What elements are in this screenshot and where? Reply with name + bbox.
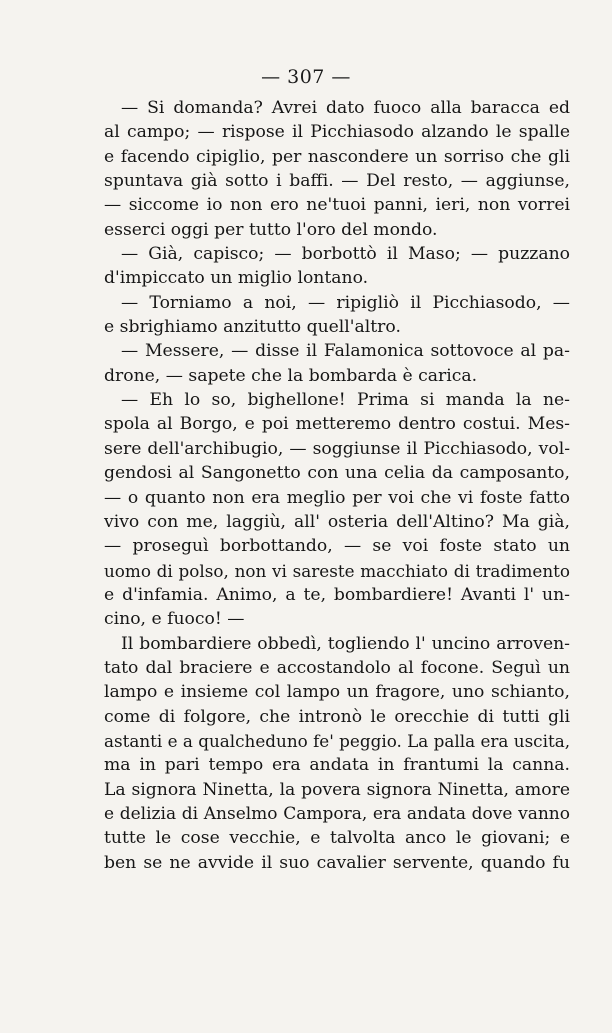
text-line: esserci oggi per tutto l'oro del mondo. — [104, 219, 438, 240]
text-line: ma in pari tempo era andata in frantumi la canna. — [104, 755, 570, 776]
text-line: Il bombardiere obbedì, togliendo l' uncino arroven- — [121, 633, 570, 654]
text-line: drone, — sapete che la bombarda è carica. — [104, 365, 478, 386]
text-line: al campo; — rispose il Picchiasodo alzando le spalle — [104, 122, 570, 143]
text-line: — Torniamo a noi, — ripigliò il Picchiasodo, — — [121, 292, 570, 313]
text-line: come di folgore, che intronò le orecchie di tutti gli — [104, 706, 570, 727]
text-line: — Si domanda? Avrei dato fuoco alla baracca ed — [121, 98, 570, 118]
text-line: spola al Borgo, e poi metteremo dentro costui. Mes- — [104, 414, 570, 435]
page-text — [104, 96, 570, 875]
text-line: cino, e fuoco! — — [104, 609, 245, 630]
text-line: — Già, capisco; — borbottò il Maso; — puzzano — [121, 244, 570, 265]
text-line: sere dell'archibugio, — soggiunse il Picchiasodo, vol- — [104, 438, 570, 459]
text-line: e sbrighiamo anzitutto quell'altro. — [104, 317, 401, 338]
text-line: — siccome io non ero ne'tuoi panni, ieri, non vorrei — [104, 195, 570, 216]
text-line: vivo con me, laggiù, all' osteria dell'Altino? Ma già, — [104, 511, 570, 532]
text-line: d'impiccato un miglio lontano. — [104, 268, 369, 289]
page-number: — 307 — — [261, 66, 351, 88]
text-line: lampo e insieme col lampo un fragore, uno schianto, — [104, 682, 570, 703]
text-line: — o quanto non era meglio per voi che vi foste fatto — [104, 487, 570, 508]
text-line: spuntava già sotto i baffi. — Del resto, — aggiunse, — [104, 171, 570, 192]
text-line: e d'infamia. Animo, a te, bombardiere! Avanti l' un- — [104, 584, 570, 605]
text-line: — proseguì borbottando, — se voi foste stato un — [104, 536, 570, 557]
text-line: ben se ne avvide il suo cavalier servente, quando fu — [104, 852, 570, 873]
text-line: La signora Ninetta, la povera signora Ninetta, amore — [104, 779, 570, 800]
text-line: tato dal braciere e accostandolo al focone. Seguì un — [104, 657, 570, 678]
text-line: gendosi al Sangonetto con una celia da camposanto, — [104, 463, 570, 484]
text-line: tutte le cose vecchie, e talvolta anco le giovani; e — [104, 828, 570, 849]
text-line: astanti e a qualcheduno fe' peggio. La palla era uscita, — [104, 730, 571, 751]
text-line: — Messere, — disse il Falamonica sottovoce al pa- — [121, 341, 570, 362]
text-line: — Eh lo so, bighellone! Prima si manda la ne- — [121, 390, 570, 411]
text-line: e facendo cipiglio, per nascondere un sorriso che gli — [104, 146, 570, 167]
text-line: e delizia di Anselmo Campora, era andata dove vanno — [104, 803, 570, 824]
text-line: uomo di polso, non vi sareste macchiato di tradimento — [104, 560, 570, 581]
